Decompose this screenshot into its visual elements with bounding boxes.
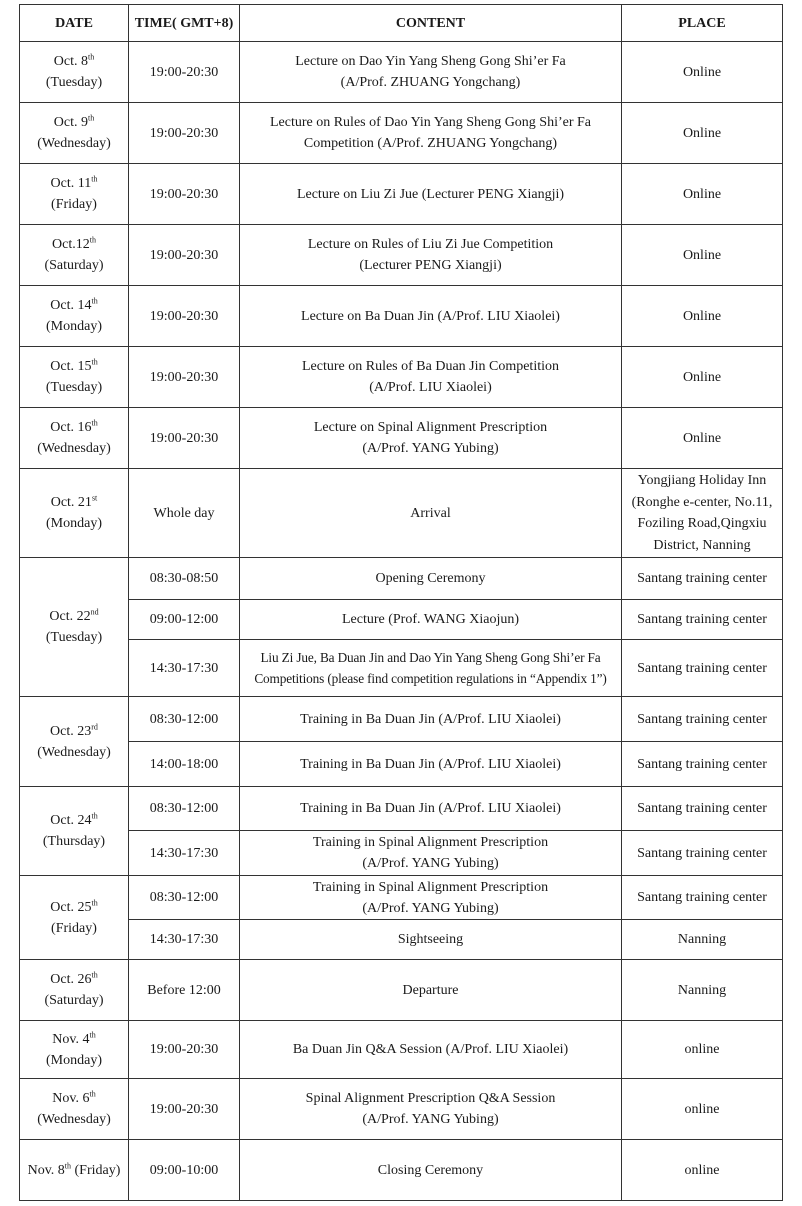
date-text: Oct. 22 [49, 609, 91, 624]
date-ordinal: st [91, 493, 98, 503]
date-cell [20, 1079, 129, 1140]
place-line: (Ronghe e-center, No.11, [631, 494, 773, 510]
place-cell [622, 787, 783, 831]
content-cell [240, 408, 622, 469]
time-cell: 19:00-20:30 [129, 225, 240, 286]
header-row [20, 5, 783, 42]
date-cell [20, 876, 129, 960]
content-line: Lecture on Ba Duan Jin (A/Prof. LIU Xiaolei) [301, 308, 560, 324]
content-cell [240, 1140, 622, 1201]
content-cell [240, 558, 622, 600]
time-cell: 08:30-12:00 [129, 876, 240, 920]
content-cell [240, 164, 622, 225]
date-cell [20, 787, 129, 876]
place-line: Yongjiang Holiday Inn [637, 473, 767, 488]
content-line: (A/Prof. YANG Yubing) [362, 1112, 499, 1127]
place-line: Online [682, 125, 722, 141]
place-line: Santang training center [637, 756, 767, 772]
content-line: Opening Ceremony [375, 571, 486, 586]
date-text: Oct. 11 [50, 176, 92, 191]
date-label [23, 417, 125, 438]
place-line: online [684, 1162, 720, 1178]
date-ordinal: rd [91, 721, 98, 731]
date-text: Oct. 9 [53, 115, 88, 130]
place-cell [622, 1021, 783, 1079]
date-text: Nov. 6 [52, 1091, 90, 1106]
table-row [20, 787, 783, 831]
weekday-label: (Friday) [74, 1162, 121, 1178]
weekday-label: (Monday) [46, 1052, 102, 1068]
time-cell: 09:00-10:00 [129, 1140, 240, 1201]
place-cell [622, 640, 783, 697]
time-cell: 14:30-17:30 [129, 640, 240, 697]
place-cell [622, 469, 783, 558]
content-line: Lecture on Rules of Dao Yin Yang Sheng Gong Shi’er Fa [269, 115, 592, 130]
table-row [20, 347, 783, 408]
place-line: Online [682, 430, 722, 446]
date-label [23, 112, 125, 133]
place-cell [622, 286, 783, 347]
time-cell: Whole day [129, 469, 240, 558]
date-ordinal: th [64, 1160, 72, 1170]
date-cell [20, 1140, 129, 1201]
content-line: Closing Ceremony [377, 1162, 484, 1178]
time-cell: 14:30-17:30 [129, 920, 240, 960]
date-ordinal: th [91, 418, 98, 428]
time-cell: 14:30-17:30 [129, 831, 240, 876]
content-cell [240, 876, 622, 920]
time-cell: 19:00-20:30 [129, 42, 240, 103]
content-cell [240, 600, 622, 640]
date-label [23, 234, 125, 255]
place-line: Online [682, 308, 722, 324]
content-line: Lecture (Prof. WANG Xiaojun) [341, 612, 520, 627]
time-cell: 19:00-20:30 [129, 347, 240, 408]
date-label [23, 295, 125, 316]
place-cell [622, 225, 783, 286]
table-row [20, 920, 783, 960]
place-cell [622, 558, 783, 600]
place-line: Online [682, 186, 722, 202]
content-line: (A/Prof. YANG Yubing) [362, 900, 499, 916]
table-row [20, 558, 783, 600]
date-cell [20, 347, 129, 408]
time-cell: 09:00-12:00 [129, 600, 240, 640]
weekday-label: (Tuesday) [45, 380, 103, 395]
date-ordinal: th [91, 811, 98, 821]
date-ordinal: th [91, 296, 98, 306]
weekday-label: (Tuesday) [45, 630, 103, 645]
weekday-label: (Wednesday) [37, 744, 111, 760]
time-cell: 19:00-20:30 [129, 1021, 240, 1079]
date-text: Oct. 21 [50, 495, 92, 510]
date-ordinal: th [91, 970, 98, 980]
table-row [20, 469, 783, 558]
place-line: Nanning [677, 932, 727, 947]
date-label [23, 721, 125, 742]
place-line: Santang training center [637, 801, 767, 816]
content-line: Sightseeing [397, 932, 464, 947]
weekday-label: (Monday) [46, 319, 102, 334]
header-time: TIME( GMT+8) [129, 5, 240, 42]
date-ordinal: nd [90, 607, 99, 617]
place-line: District, Nanning [653, 537, 751, 553]
place-cell [622, 697, 783, 742]
content-line: Arrival [410, 505, 451, 521]
date-cell [20, 286, 129, 347]
table-row [20, 42, 783, 103]
date-text: Oct. 23 [50, 723, 92, 739]
date-label [23, 356, 125, 377]
time-cell: 08:30-08:50 [129, 558, 240, 600]
weekday-label: (Saturday) [44, 993, 104, 1008]
date-text: Oct. 15 [50, 359, 92, 374]
place-line: Online [682, 64, 722, 80]
date-cell [20, 225, 129, 286]
date-label [23, 810, 125, 831]
date-ordinal: th [89, 1089, 96, 1099]
content-cell [240, 347, 622, 408]
date-label [23, 897, 125, 918]
date-label [23, 1029, 125, 1050]
time-cell: 19:00-20:30 [129, 164, 240, 225]
place-line: Foziling Road,Qingxiu [637, 516, 767, 531]
place-cell [622, 164, 783, 225]
time-cell: 08:30-12:00 [129, 697, 240, 742]
place-cell [622, 920, 783, 960]
content-line: (A/Prof. ZHUANG Yongchang) [340, 75, 521, 90]
content-cell [240, 787, 622, 831]
time-cell: 19:00-20:30 [129, 408, 240, 469]
content-line: (Lecturer PENG Xiangji) [359, 258, 502, 273]
place-cell [622, 42, 783, 103]
content-line: (A/Prof. YANG Yubing) [362, 856, 499, 871]
date-label [23, 492, 125, 513]
date-cell [20, 408, 129, 469]
date-text: Oct. 8 [53, 54, 88, 69]
date-ordinal: th [91, 897, 98, 907]
content-cell [240, 920, 622, 960]
place-cell [622, 960, 783, 1021]
table-row [20, 697, 783, 742]
date-text: Oct. 24 [50, 813, 92, 828]
table-row [20, 103, 783, 164]
content-line: Lecture on Liu Zi Jue (Lecturer PENG Xiangji) [296, 186, 565, 202]
time-cell: 19:00-20:30 [129, 286, 240, 347]
schedule-table [19, 4, 783, 1201]
table-row [20, 1079, 783, 1140]
place-line: Santang training center [637, 612, 767, 627]
time-cell: 08:30-12:00 [129, 787, 240, 831]
content-line: Training in Ba Duan Jin (A/Prof. LIU Xiaolei) [300, 711, 561, 727]
date-ordinal: th [87, 52, 95, 62]
content-line: Ba Duan Jin Q&A Session (A/Prof. LIU Xiaolei) [292, 1042, 569, 1057]
place-cell [622, 831, 783, 876]
weekday-label: (Friday) [51, 920, 97, 936]
place-line: Santang training center [637, 660, 767, 676]
place-line: Santang training center [637, 845, 767, 861]
table-row [20, 1021, 783, 1079]
table-row [20, 831, 783, 876]
place-line: Nanning [677, 982, 727, 998]
content-cell [240, 742, 622, 787]
content-cell [240, 42, 622, 103]
place-cell [622, 103, 783, 164]
weekday-label: (Wednesday) [37, 1112, 111, 1127]
time-cell: 19:00-20:30 [129, 103, 240, 164]
place-line: online [684, 1101, 720, 1117]
content-line: Departure [402, 982, 459, 998]
content-line: Lecture on Spinal Alignment Prescription [313, 420, 548, 435]
place-line: Santang training center [637, 571, 767, 586]
content-cell [240, 1021, 622, 1079]
date-text: Nov. 4 [52, 1031, 90, 1047]
table-row [20, 1140, 783, 1201]
content-line: Competition (A/Prof. ZHUANG Yongchang) [303, 136, 558, 151]
header-date: DATE [20, 5, 129, 42]
content-cell [240, 286, 622, 347]
weekday-label: (Saturday) [44, 258, 104, 273]
content-cell [240, 469, 622, 558]
table-row [20, 876, 783, 920]
date-cell [20, 469, 129, 558]
schedule-body [20, 42, 783, 1201]
date-text: Oct.12 [52, 237, 90, 252]
date-text: Nov. 8 [27, 1162, 65, 1178]
place-line: Santang training center [637, 890, 767, 905]
content-cell [240, 831, 622, 876]
time-cell: Before 12:00 [129, 960, 240, 1021]
content-line: Competitions (please find competition regulations in “Appendix 1”) [254, 671, 607, 686]
date-cell [20, 558, 129, 697]
table-row [20, 640, 783, 697]
header-place: PLACE [622, 5, 783, 42]
table-row [20, 600, 783, 640]
content-cell [240, 640, 622, 697]
place-cell [622, 347, 783, 408]
content-line: (A/Prof. YANG Yubing) [362, 441, 499, 456]
content-cell [240, 960, 622, 1021]
date-ordinal: th [91, 357, 98, 367]
table-row [20, 742, 783, 787]
content-cell [240, 1079, 622, 1140]
date-label [23, 51, 125, 72]
content-line: Spinal Alignment Prescription Q&A Session [305, 1091, 556, 1106]
content-line: Lecture on Rules of Liu Zi Jue Competition [307, 237, 554, 252]
content-line: Lecture on Dao Yin Yang Sheng Gong Shi’er Fa [295, 54, 566, 69]
date-cell [20, 42, 129, 103]
date-cell [20, 960, 129, 1021]
content-line: Training in Ba Duan Jin (A/Prof. LIU Xiaolei) [300, 801, 561, 816]
content-line: Liu Zi Jue, Ba Duan Jin and Dao Yin Yang Sheng Gong Shi’er Fa [260, 650, 601, 665]
date-ordinal: th [89, 1029, 96, 1039]
date-cell [20, 164, 129, 225]
weekday-label: (Friday) [51, 197, 97, 212]
date-label [23, 969, 125, 990]
content-line: Lecture on Rules of Ba Duan Jin Competition [301, 359, 559, 374]
date-label [27, 1160, 72, 1178]
content-cell [240, 697, 622, 742]
date-text: Oct. 16 [50, 420, 92, 435]
date-label [23, 173, 125, 194]
place-cell [622, 742, 783, 787]
place-line: Santang training center [637, 711, 767, 727]
date-ordinal: th [91, 174, 98, 184]
place-cell [622, 408, 783, 469]
content-line: Training in Ba Duan Jin (A/Prof. LIU Xiaolei) [300, 756, 561, 772]
weekday-label: (Tuesday) [45, 75, 103, 90]
content-line: Training in Spinal Alignment Prescription [312, 835, 549, 850]
weekday-label: (Monday) [46, 516, 102, 531]
place-line: Online [682, 369, 722, 385]
content-cell [240, 225, 622, 286]
content-cell [240, 103, 622, 164]
date-text: Oct. 26 [50, 972, 92, 987]
place-line: Online [682, 247, 722, 263]
header-content: CONTENT [240, 5, 622, 42]
content-line: (A/Prof. LIU Xiaolei) [369, 380, 492, 395]
weekday-label: (Thursday) [42, 834, 106, 849]
content-line: Training in Spinal Alignment Prescription [312, 879, 549, 895]
place-cell [622, 1140, 783, 1201]
date-cell [20, 1021, 129, 1079]
date-label [23, 1088, 125, 1109]
weekday-label: (Wednesday) [37, 136, 111, 151]
date-label [23, 606, 125, 627]
place-cell [622, 876, 783, 920]
date-text: Oct. 25 [50, 899, 92, 915]
date-text: Oct. 14 [50, 298, 92, 313]
date-ordinal: th [89, 235, 96, 245]
table-row [20, 960, 783, 1021]
table-row [20, 286, 783, 347]
date-cell [20, 697, 129, 787]
place-line: online [684, 1042, 720, 1057]
time-cell: 14:00-18:00 [129, 742, 240, 787]
date-ordinal: th [87, 113, 95, 123]
date-cell [20, 103, 129, 164]
place-cell [622, 1079, 783, 1140]
table-row [20, 408, 783, 469]
table-row [20, 164, 783, 225]
time-cell: 19:00-20:30 [129, 1079, 240, 1140]
table-row [20, 225, 783, 286]
weekday-label: (Wednesday) [37, 441, 111, 456]
place-cell [622, 600, 783, 640]
